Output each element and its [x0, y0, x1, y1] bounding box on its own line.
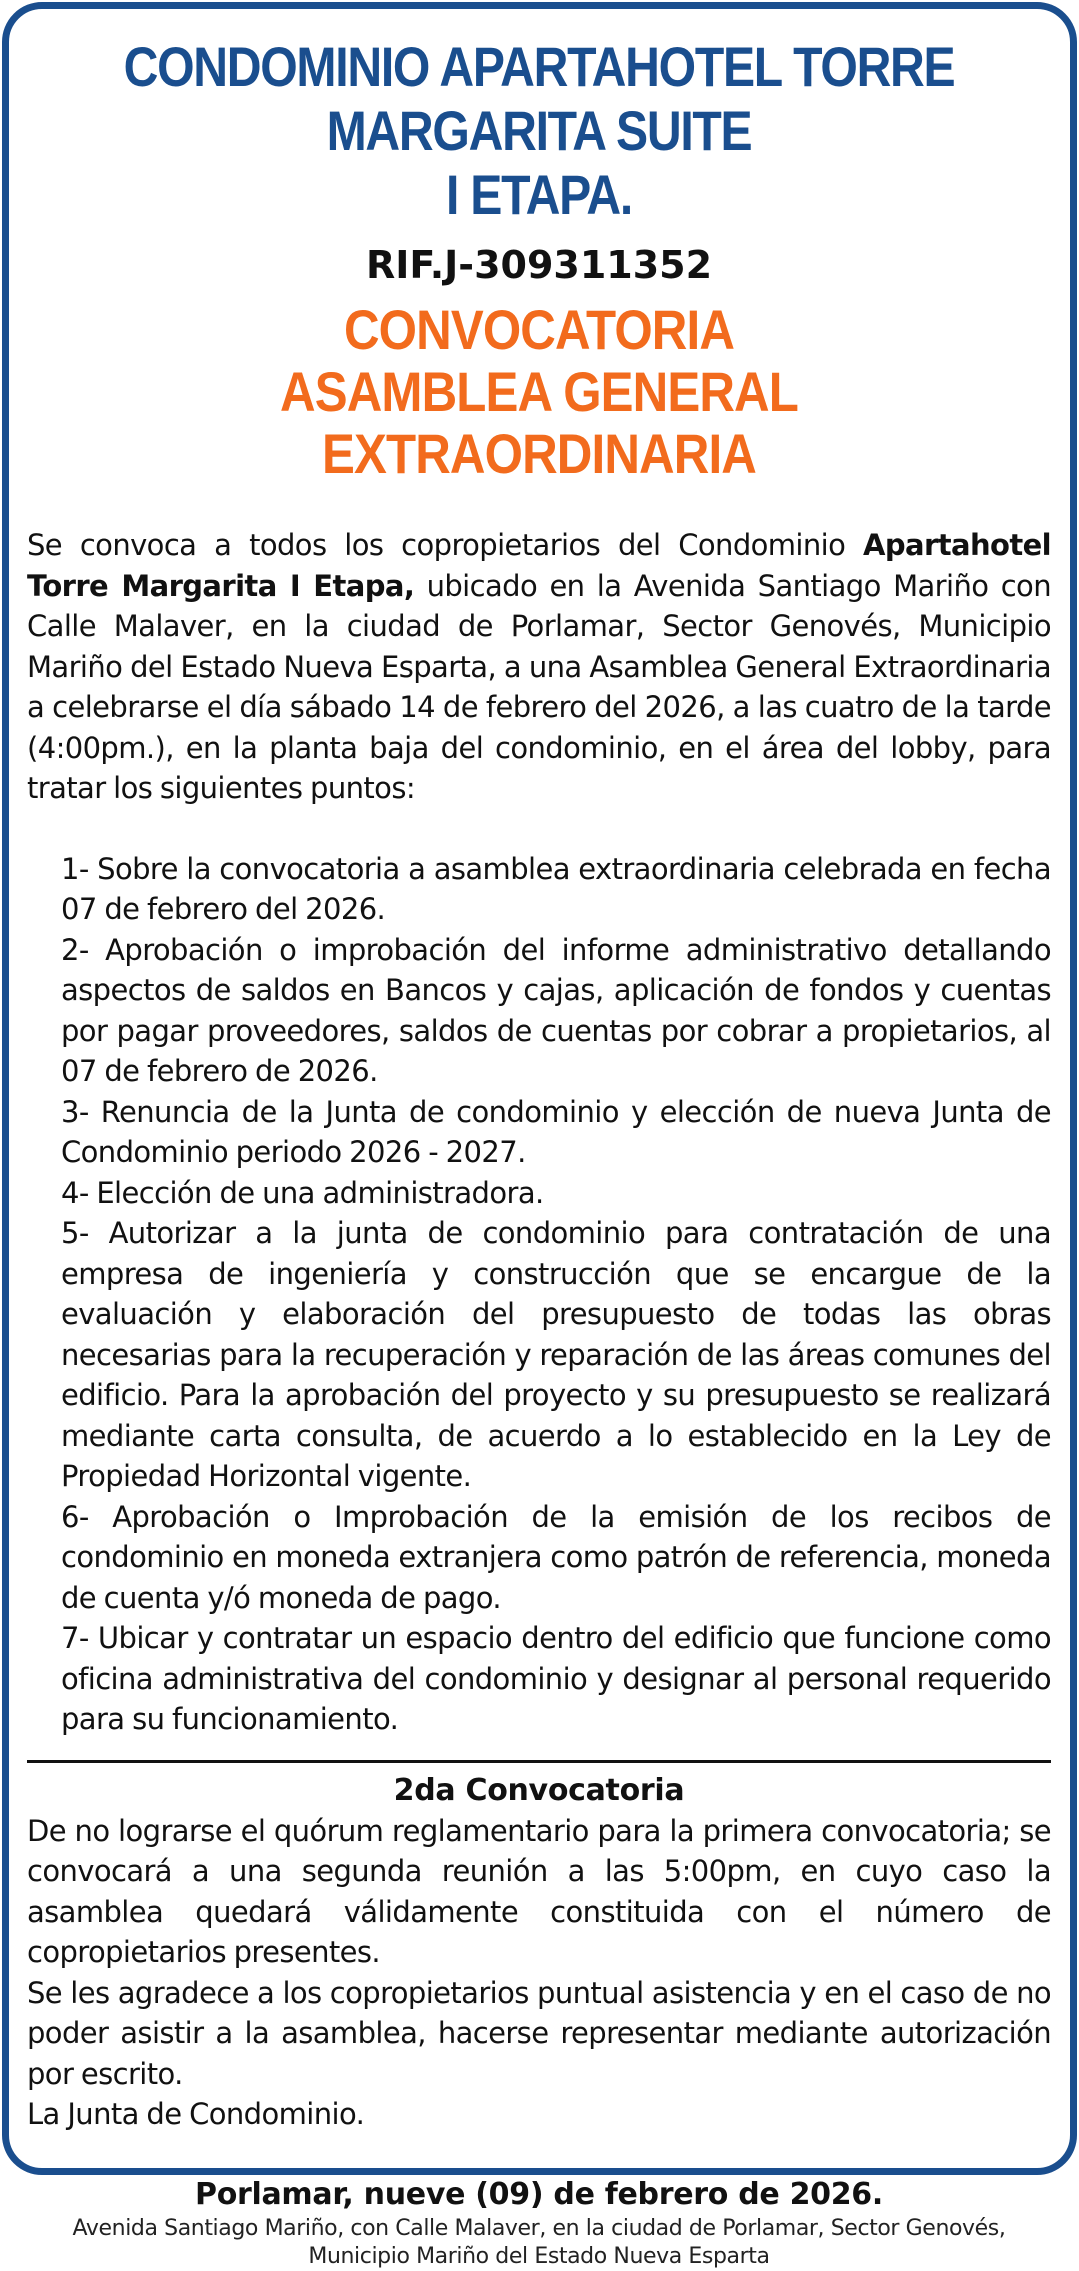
condo-title	[99, 35, 980, 227]
condo-title-line2: I ETAPA.	[446, 163, 632, 226]
agenda-item: 5- Autorizar a la junta de condominio para contratación de una empresa de ingeniería y construcción que se encargue de la evaluación y elaboración del presupuesto de todas las obras necesarias para la recuperación y reparación de las áreas comunes del edificio. Para la aprobación del proyecto y su presupuesto se realizará mediante carta consulta, de acuerdo a lo establecido en la Ley de Propiedad Horizontal vigente.	[61, 1216, 1051, 1493]
agenda-list	[27, 849, 1051, 1740]
asamblea-label: ASAMBLEA GENERAL EXTRAORDINARIA	[280, 360, 798, 485]
condo-title-line1: CONDOMINIO APARTAHOTEL TORRE MARGARITA SUITE	[123, 35, 955, 162]
intro-lead: Se convoca a todos los copropietarios del Condominio	[27, 528, 864, 562]
footer-address-line1: Avenida Santiago Mariño, con Calle Malaver, en la ciudad de Porlamar, Sector Genovés,	[72, 2215, 1006, 2241]
agenda-item: 1- Sobre la convocatoria a asamblea extraordinaria celebrada en fecha 07 de febrero del 2026.	[61, 851, 1051, 926]
quorum-paragraph: De no lograrse el quórum reglamentario para la primera convocatoria; se convocará a una segunda reunión a las 5:00pm, en cuyo caso la asamblea quedará válidamente constituida con el número de copropietarios presentes.	[27, 1813, 1051, 1969]
intro-paragraph	[27, 525, 1051, 809]
convocatoria-heading	[88, 299, 989, 485]
place-date: Porlamar, nueve (09) de febrero de 2026.	[195, 2176, 883, 2212]
segunda-convocatoria-heading: 2da Convocatoria	[393, 1772, 685, 1808]
segunda-convocatoria-body	[27, 1811, 1051, 2135]
footer-address-line2: Municipio Mariño del Estado Nueva Esparta	[308, 2243, 770, 2269]
agenda-item: 3- Renuncia de la Junta de condominio y elección de nueva Junta de Condominio periodo 2026 - 2027.	[61, 1094, 1051, 1169]
agenda-item: 2- Aprobación o improbación del informe administrativo detallando aspectos de saldos en Bancos y cajas, aplicación de fondos y cuentas por pagar proveedores, saldos de cuentas por cobrar a propietarios, al 07 de febrero de 2026.	[61, 932, 1051, 1088]
agenda-item: 6- Aprobación o Improbación de la emisión de los recibos de condominio en moneda extranjera como patrón de referencia, moneda de cuenta y/ó moneda de pago.	[61, 1499, 1051, 1615]
attendance-paragraph: Se les agradece a los copropietarios puntual asistencia y en el caso de no poder asistir a la asamblea, hacerse representar mediante autorización por escrito.	[27, 1975, 1051, 2091]
agenda-item: 4- Elección de una administradora.	[61, 1175, 544, 1210]
section-divider	[27, 1760, 1051, 1763]
notice-content	[27, 35, 1051, 2271]
convocatoria-label: CONVOCATORIA	[343, 298, 735, 361]
footer-address	[27, 2215, 1051, 2271]
rif-number: RIF.J-309311352	[365, 243, 713, 287]
intro-rest: ubicado en la Avenida Santiago Mariño con Calle Malaver, en la ciudad de Porlamar, Sector Genovés, Municipio Mariño del Estado Nueva Esparta, a una Asamblea General Extraordinaria a celebrarse el día sábado 14 de febrero del 2026, a las cuatro de la tarde (4:00pm.), en la planta baja del condominio, en el área del lobby, para tratar los siguientes puntos:	[27, 568, 1051, 805]
agenda-item: 7- Ubicar y contratar un espacio dentro del edificio que funcione como oficina administrativa del condominio y designar al personal requerido para su funcionamiento.	[61, 1621, 1051, 1736]
signature-line: La Junta de Condominio.	[27, 2097, 365, 2131]
intro-bold-name: Apartahotel Torre Margarita I Etapa,	[27, 528, 1051, 603]
notice-frame	[2, 2, 1077, 2269]
